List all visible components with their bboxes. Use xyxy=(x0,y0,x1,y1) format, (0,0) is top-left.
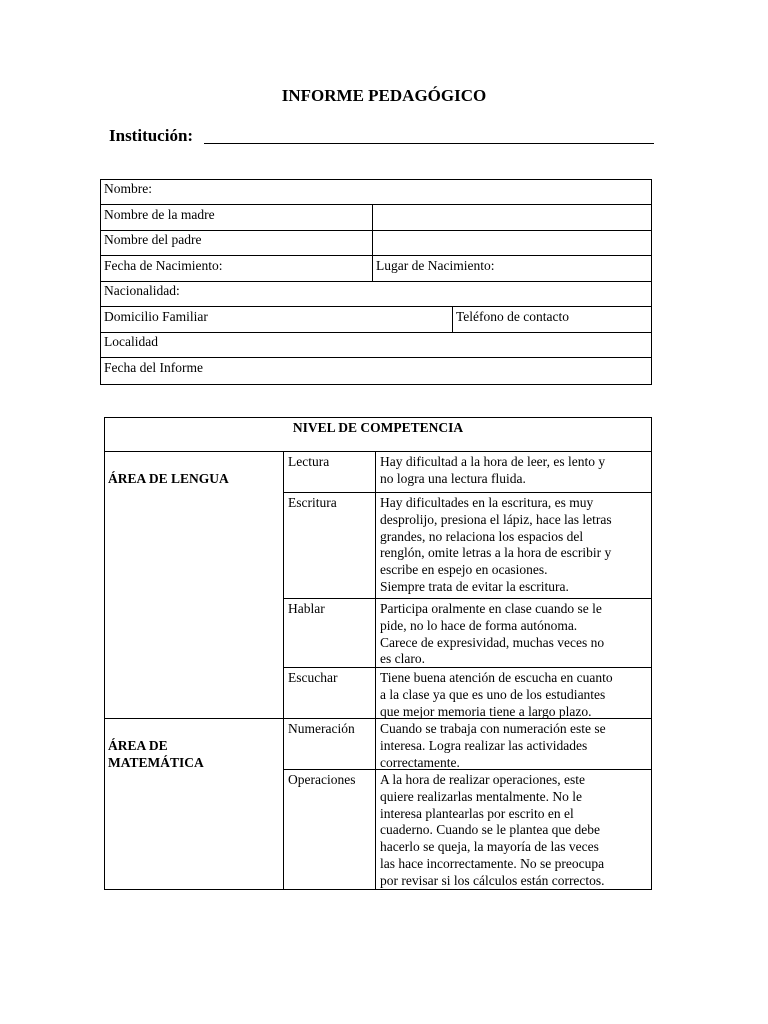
lugar-nacimiento-label: Lugar de Nacimiento: xyxy=(376,258,495,273)
telefono-label: Teléfono de contacto xyxy=(456,309,570,324)
page-title: INFORME PEDAGÓGICO xyxy=(281,86,487,105)
nacionalidad-label: Nacionalidad: xyxy=(104,283,180,298)
area-matematica: ÁREA DE MATEMÁTICA xyxy=(108,738,204,770)
area-lengua: ÁREA DE LENGUA xyxy=(108,471,229,486)
nombre-label: Nombre: xyxy=(104,181,152,196)
skill-text-operaciones: A la hora de realizar operaciones, este quiere realizarlas mentalmente. No le interesa plantearlas por escrito en el cuaderno. Cuando se le plantea que debe hacerlo se queja, la mayoría de las veces las hace incorrectamente. No se preocupa por revisar si los cálculos están correctos. xyxy=(380,772,605,888)
skill-label-operaciones: Operaciones xyxy=(288,772,356,787)
institution-label: Institución: xyxy=(109,126,194,145)
skill-text-hablar: Participa oralmente en clase cuando se le pide, no lo hace de forma autónoma. Carece de expresividad, muchas veces no es claro. xyxy=(380,601,605,667)
localidad-label: Localidad xyxy=(104,334,158,349)
skill-label-escritura: Escritura xyxy=(288,495,337,510)
skill-text-escuchar: Tiene buena atención de escucha en cuanto a la clase ya que es uno de los estudiantes que mejor memoria tiene a largo plazo. xyxy=(380,670,613,719)
skill-text-numeracion: Cuando se trabaja con numeración este se interesa. Logra realizar las actividades correctamente. xyxy=(380,721,606,770)
fecha-informe-label: Fecha del Informe xyxy=(104,360,203,375)
skill-text-lectura: Hay dificultad a la hora de leer, es lento y no logra una lectura fluida. xyxy=(380,454,606,486)
institution-field[interactable] xyxy=(204,143,654,144)
padre-label: Nombre del padre xyxy=(104,232,202,247)
madre-label: Nombre de la madre xyxy=(104,207,215,222)
skill-label-lectura: Lectura xyxy=(288,454,330,469)
skill-label-numeracion: Numeración xyxy=(288,721,355,736)
domicilio-label: Domicilio Familiar xyxy=(104,309,208,324)
competence-header: NIVEL DE COMPETENCIA xyxy=(292,420,464,435)
skill-label-hablar: Hablar xyxy=(288,601,325,616)
skill-text-escritura: Hay dificultades en la escritura, es muy desprolijo, presiona el lápiz, hace las letras grandes, no relaciona los espacios del renglón, omite letras a la hora de escribir y escribe en espejo en ocasiones. Siempre trata de evitar la escritura. xyxy=(380,495,612,594)
skill-label-escuchar: Escuchar xyxy=(288,670,338,685)
fecha-nacimiento-label: Fecha de Nacimiento: xyxy=(104,258,223,273)
